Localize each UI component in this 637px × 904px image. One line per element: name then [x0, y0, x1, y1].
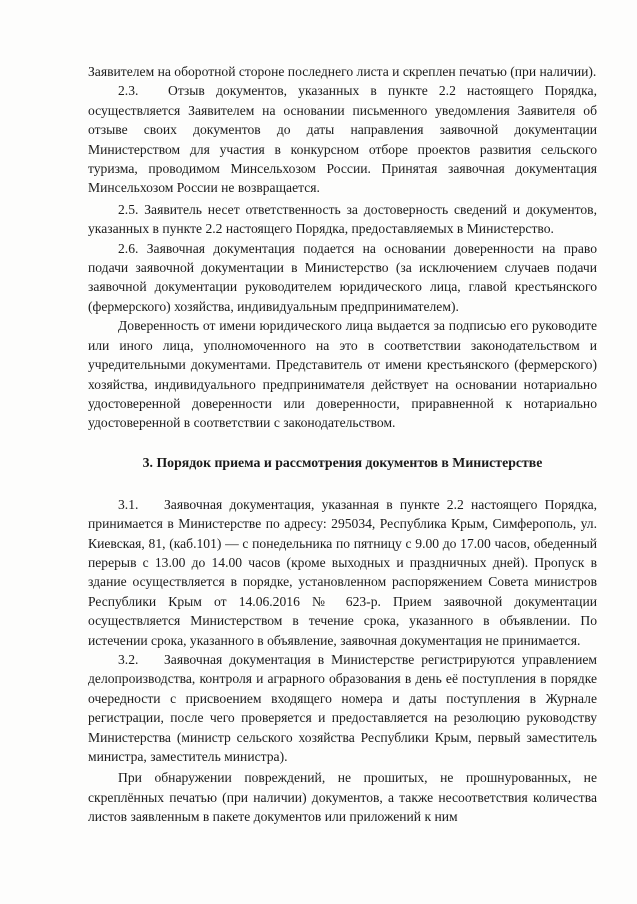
- paragraph-2-3: [88, 81, 597, 197]
- paragraph-3-1-text: Заявочная документация, указанная в пункте 2.2 настоящего Порядка, принимается в Министерстве по адресу: 295034, Республика Крым, Симферополь, ул. Киевская, 81, (каб.101) — с понедельника по пятницу с 9.00 до 17.00 часов, обеденный перерыв с 13.00 до 14.00 часов (кроме выходных и праздничных дней). Пропуск в здание осуществляется в порядке, установленном распоряжением Совета министров Республики Крым от 14.06.2016 № 623-р. Прием заявочной документации осуществляется Министерством в течение срока, указанного в объявлении. По истечении срока, указанного в объявление, заявочная документация не принимается.: [88, 496, 597, 648]
- paragraph-3-2-text: Заявочная документация в Министерстве регистрируются управлением делопроизводства, контроля и аграрного образования в день её поступления в порядке очередности с присвоением входящего номера и даты поступления в Журнале регистрации, после чего проверяется и предоставляется на резолюцию руководству Министерства (министр сельского хозяйства Республики Крым, первый заместитель министра, заместитель министра).: [88, 651, 597, 764]
- paragraph-2-6-power-of-attorney: Доверенность от имени юридического лица выдается за подписью его руководите или иного лица, уполномоченного на это в соответствии законодательством и учредительными документами. Представитель от имени крестьянского (фермерского) хозяйства, индивидуального предпринимателя действует на основании нотариально удостоверенной доверенности или доверенности, приравненной к нотариально удостоверенной в соответствии с законодательством.: [88, 318, 597, 431]
- item-number-2-3: 2.3.: [118, 83, 139, 99]
- paragraph-2-3-text: Отзыв документов, указанных в пункте 2.2 настоящего Порядка, осуществляется Заявителем на основании письменного уведомления Заявителя об отзыве своих документов до даты направления заявочной документации Министерством для участия в конкурсном отборе проектов развития сельского туризма, проводимом Минсельхозом России. Принятая заявочная документация Минсельхозом России не возвращается.: [88, 83, 597, 196]
- paragraph-3-1: [88, 495, 597, 650]
- item-number-3-2: 3.2.: [118, 651, 139, 667]
- paragraph-3-2: [88, 650, 597, 766]
- paragraph-continuation: Заявителем на оборотной стороне последнего листа и скреплен печатью (при наличии).: [88, 64, 597, 79]
- paragraph-2-5: 2.5. Заявитель несет ответственность за достоверность сведений и документов, указанных в пункте 2.2 настоящего Порядка, предоставляемых в Министерство.: [88, 201, 597, 237]
- paragraph-3-2-continued: При обнаружении повреждений, не прошитых, не прошнурованных, не скреплённых печатью (при наличии) документов, а также несоответствия количества листов заявленным в пакете документов или приложений к ним: [88, 770, 597, 825]
- section-3-heading: 3. Порядок приема и рассмотрения документов в Министерстве: [142, 454, 543, 470]
- section-heading-wrapper: [88, 453, 597, 472]
- item-number-3-1: 3.1.: [118, 496, 139, 512]
- paragraph-2-6: 2.6. Заявочная документация подается на основании доверенности на право подачи заявочной документации в Министерство (за исключением случаев подачи заявочной документации руководителем юридического лица, главой крестьянского (фермерского) хозяйства, индивидуальным предпринимателем).: [88, 240, 597, 314]
